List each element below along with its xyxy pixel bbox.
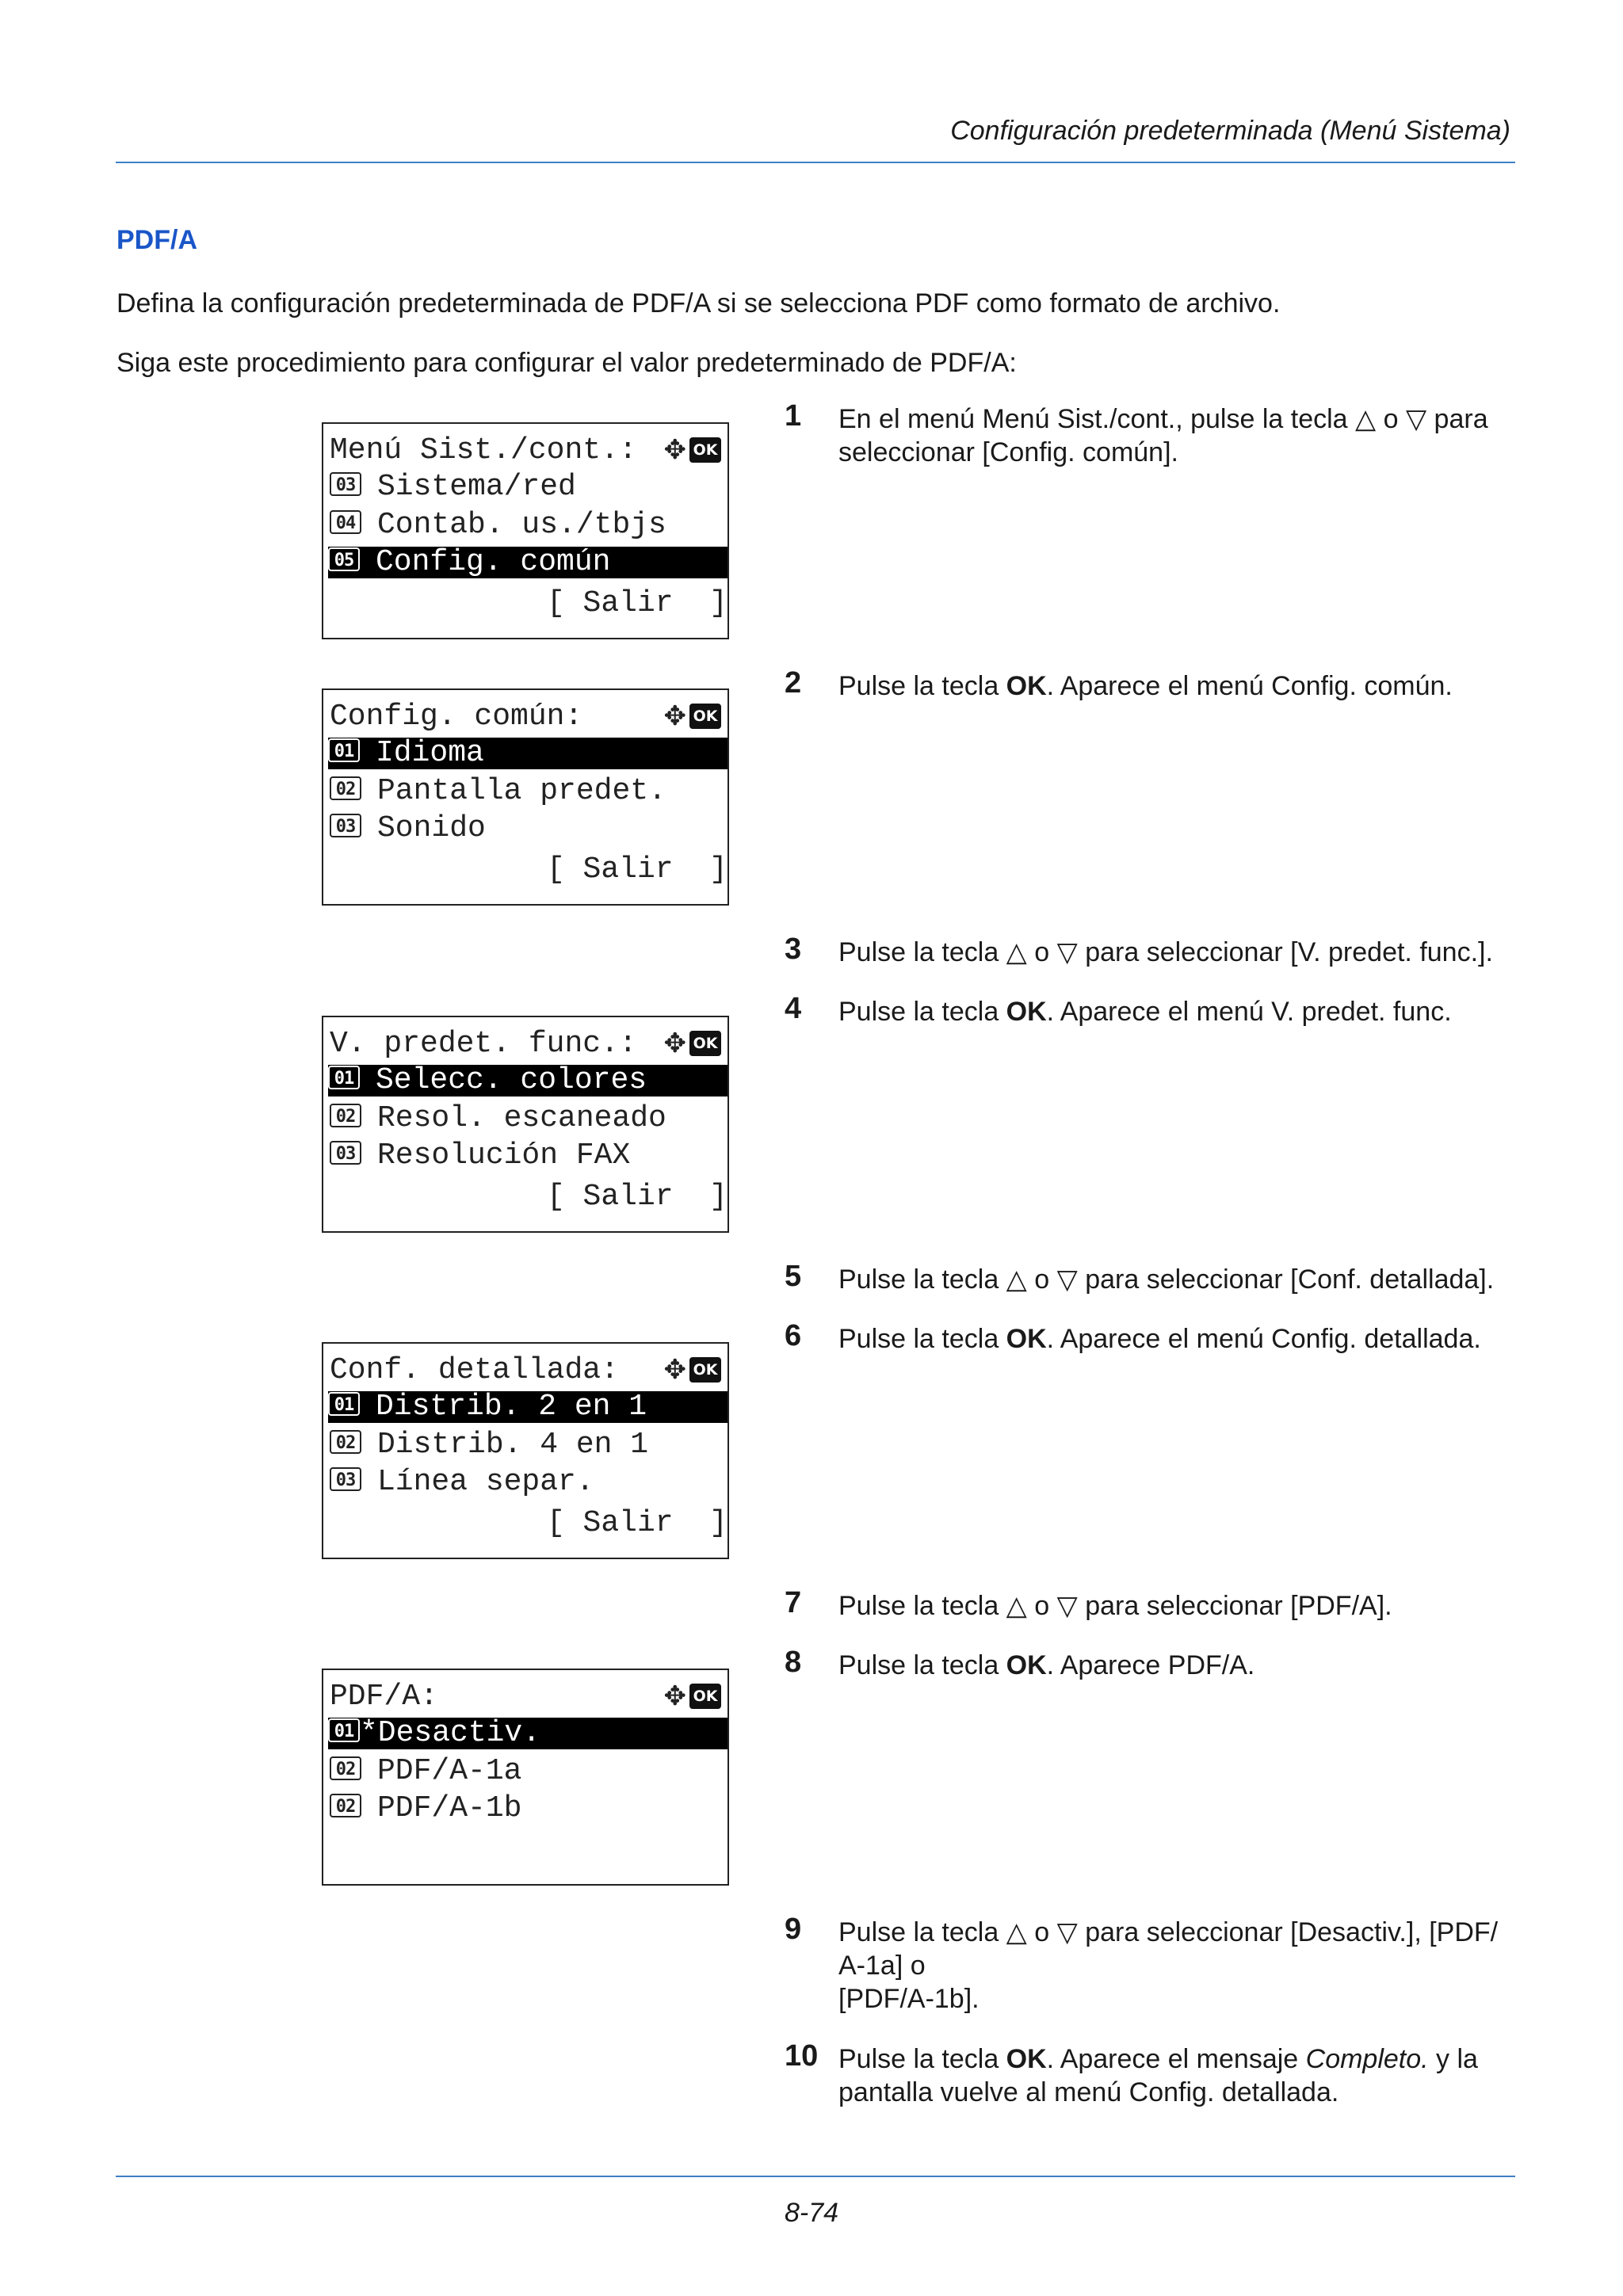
ok-key-icon: OK xyxy=(689,1031,721,1056)
lcd-menu-item xyxy=(330,1140,727,1172)
lcd-menu-item xyxy=(328,547,727,578)
step-text: Pulse la tecla △ o ▽ para seleccionar [Conf. detallada]. xyxy=(838,1264,1495,1295)
lcd-nav-indicator xyxy=(663,700,722,732)
step-text: Pulse la tecla OK. Aparece PDF/A. xyxy=(838,1650,1255,1680)
lcd-title: Config. común: xyxy=(330,700,583,734)
intro-paragraph-2: Siga este procedimiento para configurar el valor predeterminado de PDF/A: xyxy=(116,348,1017,378)
item-label: Pantalla predet. xyxy=(377,774,666,808)
lcd-menu-item xyxy=(330,1756,727,1787)
item-label: Distrib. 4 en 1 xyxy=(377,1428,649,1462)
step-number: 1 xyxy=(785,399,802,433)
lcd-menu-item xyxy=(330,1429,727,1461)
lcd-menu-item xyxy=(330,1466,727,1498)
intro-paragraph-1: Defina la configuración predeterminada de PDF/A si se selecciona PDF como formato de archivo. xyxy=(116,288,1281,318)
lcd-title: PDF/A: xyxy=(330,1680,438,1714)
four-way-arrow-icon: ✥ xyxy=(663,700,686,732)
item-label: Contab. us./tbjs xyxy=(377,508,666,542)
item-label: PDF/A-1a xyxy=(377,1754,522,1788)
lcd-nav-indicator xyxy=(663,1354,722,1386)
lcd-menu-item xyxy=(330,813,727,845)
lcd-menu-item xyxy=(330,1103,727,1135)
four-way-arrow-icon: ✥ xyxy=(663,1680,686,1712)
lcd-nav-indicator xyxy=(663,434,722,466)
step-number: 5 xyxy=(785,1260,802,1293)
lcd-menu-item xyxy=(328,1391,727,1423)
step-number: 7 xyxy=(785,1586,802,1619)
lcd-menu-item xyxy=(330,776,727,807)
item-number-badge: 03 xyxy=(330,814,361,837)
step-number: 3 xyxy=(785,933,802,966)
step-number: 4 xyxy=(785,992,802,1025)
item-number-badge: 02 xyxy=(330,1104,361,1127)
four-way-arrow-icon: ✥ xyxy=(663,434,686,466)
item-label: Sistema/red xyxy=(377,470,576,504)
item-number-badge: 02 xyxy=(330,1430,361,1454)
lcd-nav-indicator xyxy=(663,1680,722,1712)
item-number-badge: 03 xyxy=(330,472,361,496)
page-number: 8-74 xyxy=(784,2198,839,2228)
lcd-screen xyxy=(322,1016,729,1233)
step-number: 8 xyxy=(785,1646,802,1679)
lcd-title: Conf. detallada: xyxy=(330,1353,619,1387)
four-way-arrow-icon: ✥ xyxy=(663,1028,686,1059)
step-number: 10 xyxy=(785,2039,819,2073)
lcd-nav-indicator xyxy=(664,1030,722,1057)
step-text: Pulse la tecla △ o ▽ para seleccionar [V. predet. func.]. xyxy=(838,937,1493,967)
lcd-exit-softkey: [ Salir ] xyxy=(546,1506,727,1540)
lcd-menu-item xyxy=(328,738,727,769)
item-number-badge: 02 xyxy=(330,1794,361,1817)
lcd-menu-item xyxy=(328,1718,727,1749)
lcd-exit-softkey: [ Salir ] xyxy=(546,852,727,887)
step-text: Pulse la tecla OK. Aparece el mensaje Completo. y la pantalla vuelve al menú Config. detallada. xyxy=(838,2044,1478,2107)
step-text: Pulse la tecla OK. Aparece el menú V. predet. func. xyxy=(838,997,1452,1027)
item-label: *Desactiv. xyxy=(360,1716,541,1750)
item-label: Sonido xyxy=(377,811,486,845)
item-number-badge: 01 xyxy=(328,738,360,762)
item-number-badge: 02 xyxy=(330,776,361,800)
item-label: Resol. escaneado xyxy=(377,1101,666,1135)
item-number-badge: 01 xyxy=(328,1718,360,1742)
item-label: Config. común xyxy=(376,545,611,579)
lcd-exit-softkey: [ Salir ] xyxy=(546,586,727,620)
lcd-screen xyxy=(322,1669,729,1886)
ok-key-icon: OK xyxy=(689,1684,721,1709)
step-text: En el menú Menú Sist./cont., pulse la tecla △ o ▽ para seleccionar [Config. común]. xyxy=(838,404,1488,467)
item-number-badge: 02 xyxy=(330,1756,361,1780)
header-title: Configuración predeterminada (Menú Sistema) xyxy=(950,116,1510,146)
step-number: 6 xyxy=(785,1319,802,1352)
item-label: Línea separ. xyxy=(377,1465,594,1499)
item-label: Selecc. colores xyxy=(376,1063,647,1097)
lcd-title: V. predet. func.: xyxy=(330,1027,637,1061)
ok-key-icon: OK xyxy=(689,437,721,463)
lcd-title: Menú Sist./cont.: xyxy=(330,433,637,467)
section-title: PDF/A xyxy=(116,225,197,255)
footer-rule xyxy=(116,2176,1515,2177)
lcd-screen xyxy=(322,688,729,906)
four-way-arrow-icon: ✥ xyxy=(663,1354,686,1386)
step-text: Pulse la tecla △ o ▽ para seleccionar [PDF/A]. xyxy=(838,1591,1392,1621)
lcd-screen xyxy=(322,422,729,639)
step-text: Pulse la tecla OK. Aparece el menú Config. común. xyxy=(838,671,1453,701)
item-label: Distrib. 2 en 1 xyxy=(376,1390,647,1424)
step-text: Pulse la tecla OK. Aparece el menú Config. detallada. xyxy=(838,1324,1481,1354)
ok-key-icon: OK xyxy=(689,1357,721,1383)
item-number-badge: 03 xyxy=(330,1141,361,1165)
item-number-badge: 04 xyxy=(330,510,361,534)
step-number: 9 xyxy=(785,1913,802,1946)
header-rule xyxy=(116,162,1515,163)
item-label: PDF/A-1b xyxy=(377,1791,522,1825)
item-label: Idioma xyxy=(376,736,484,770)
lcd-menu-item xyxy=(330,471,727,503)
lcd-menu-item xyxy=(330,1793,727,1825)
item-number-badge: 03 xyxy=(330,1467,361,1491)
lcd-exit-softkey: [ Salir ] xyxy=(546,1180,727,1214)
lcd-screen xyxy=(322,1342,729,1559)
item-number-badge: 01 xyxy=(328,1392,360,1416)
ok-key-icon: OK xyxy=(689,704,721,729)
item-number-badge: 01 xyxy=(328,1066,360,1089)
item-number-badge: 05 xyxy=(328,547,360,571)
step-number: 2 xyxy=(785,666,802,700)
lcd-menu-item xyxy=(328,1065,727,1097)
item-label: Resolución FAX xyxy=(377,1138,631,1173)
step-text: Pulse la tecla △ o ▽ para seleccionar [Desactiv.], [PDF/ A-1a] o [PDF/A-1b]. xyxy=(838,1917,1499,2014)
lcd-menu-item xyxy=(330,509,727,541)
